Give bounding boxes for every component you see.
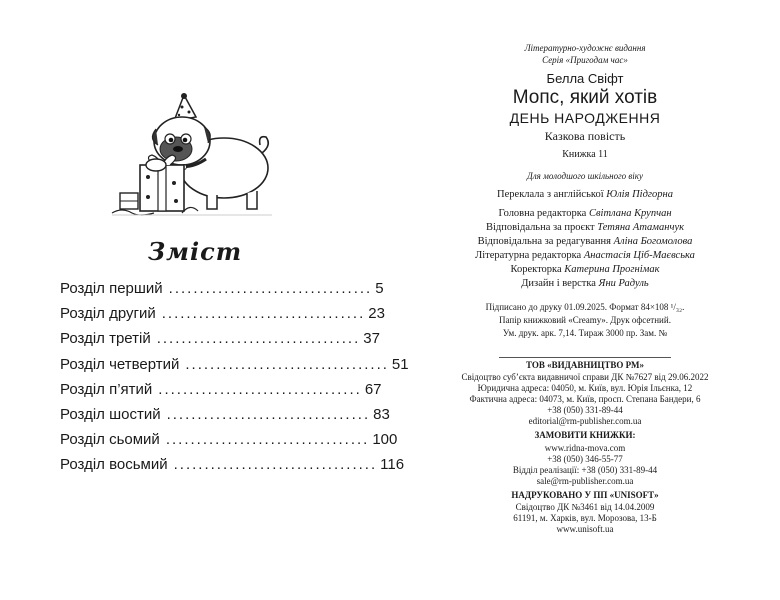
order-line: Відділ реалізації: +38 (050) 331-89-44 bbox=[512, 465, 658, 475]
toc-entry bbox=[60, 280, 384, 305]
toc-entry-label: Розділ сьомий bbox=[60, 431, 160, 449]
printer-heading: НАДРУКОВАНО У ПП «UNISOFT» bbox=[511, 490, 659, 500]
toc-entry bbox=[60, 405, 390, 431]
book-title-line2: ДЕНЬ НАРОДЖЕННЯ bbox=[509, 110, 661, 126]
credit-role: Дизайн і верстка bbox=[521, 278, 596, 289]
printer-line: www.unisoft.ua bbox=[556, 524, 614, 534]
printer-line: 61191, м. Харків, вул. Морозова, 13-Б bbox=[513, 513, 657, 523]
credit-role: Відповідальна за редагування bbox=[477, 236, 611, 247]
publisher-name: ТОВ «ВИДАВНИЦТВО РМ» bbox=[526, 360, 644, 370]
publisher-line: Юридична адреса: 04050, м. Київ, вул. Юрія Ільєнка, 12 bbox=[477, 383, 693, 393]
table-of-contents bbox=[60, 280, 409, 482]
credit-role: Відповідальна за проєкт bbox=[485, 222, 595, 233]
toc-entry-label: Розділ п’ятий bbox=[60, 380, 153, 398]
publisher-line: Свідоцтво суб’єкта видавничої справи ДК №7627 від 29.06.2022 bbox=[461, 372, 709, 382]
order-line: www.ridna-mova.com bbox=[544, 443, 626, 453]
book-title-line1: Мопс, який хотів bbox=[512, 87, 658, 108]
toc-leader: ................................. bbox=[156, 330, 361, 348]
toc-entry-page: 116 bbox=[380, 456, 405, 474]
credit-line bbox=[390, 222, 780, 233]
credit-name: Світлана Крупчан bbox=[588, 208, 672, 219]
toc-leader: ................................. bbox=[166, 405, 371, 423]
audience: Для молодшого шкільного віку bbox=[527, 171, 643, 181]
toc-leader: ................................. bbox=[173, 456, 378, 474]
credit-name: Юлія Підгорна bbox=[606, 189, 673, 200]
toc-entry bbox=[60, 380, 382, 406]
toc-leader: ................................. bbox=[158, 380, 362, 398]
credit-line bbox=[390, 208, 780, 219]
toc-entry bbox=[60, 305, 385, 330]
credit-name: Катерина Прогнімак bbox=[564, 264, 660, 275]
order-line: sale@rm-publisher.com.ua bbox=[536, 476, 634, 486]
genre: Казкова повість bbox=[544, 129, 626, 143]
credit-name: Аліна Богомолова bbox=[613, 236, 693, 247]
toc-leader: ................................. bbox=[168, 280, 373, 297]
credit-role: Переклала з англійської bbox=[497, 189, 604, 200]
credit-role: Головна редакторка bbox=[498, 208, 587, 219]
toc-entry-label: Розділ шостий bbox=[60, 405, 161, 423]
toc-entry-page: 67 bbox=[364, 380, 382, 398]
toc-entry-label: Розділ перший bbox=[60, 280, 163, 297]
publisher-email: editorial@rm-publisher.com.ua bbox=[528, 416, 642, 426]
toc-entry-page: 51 bbox=[391, 355, 409, 373]
toc-entry-page: 37 bbox=[363, 330, 380, 348]
toc-leader: ................................. bbox=[165, 431, 370, 449]
toc-entry bbox=[60, 330, 380, 355]
right-page-imprint bbox=[390, 0, 780, 600]
pug-birthday-illustration bbox=[112, 93, 272, 223]
toc-leader: ................................. bbox=[185, 355, 389, 373]
credit-line bbox=[390, 189, 780, 200]
credit-role: Коректорка bbox=[510, 264, 562, 275]
toc-entry-page: 23 bbox=[368, 305, 385, 323]
toc-entry bbox=[60, 431, 398, 456]
printer-line: Свідоцтво ДК №3461 від 14.04.2009 bbox=[515, 502, 655, 512]
edition-type: Літературно-художнє видання bbox=[524, 43, 646, 53]
toc-leader: ................................. bbox=[161, 305, 366, 323]
publisher-line: +38 (050) 331-89-44 bbox=[547, 405, 623, 415]
toc-entry-page: 5 bbox=[375, 280, 384, 297]
toc-entry-label: Розділ другий bbox=[60, 305, 156, 323]
toc-entry-page: 83 bbox=[373, 405, 390, 423]
publisher-line: Фактична адреса: 04073, м. Київ, просп. Степана Бандери, 6 bbox=[469, 394, 701, 404]
divider bbox=[499, 357, 671, 358]
toc-entry-page: 100 bbox=[372, 431, 398, 449]
credit-name: Тетяна Атаманчук bbox=[597, 222, 685, 233]
toc-entry-label: Розділ третій bbox=[60, 330, 151, 348]
series: Серія «Пригодам час» bbox=[542, 55, 628, 65]
toc-entry bbox=[60, 456, 405, 481]
credit-role: Літературна редакторка bbox=[475, 250, 582, 261]
credit-line bbox=[390, 250, 780, 261]
toc-entry-label: Розділ восьмий bbox=[60, 456, 168, 474]
toc-entry bbox=[60, 355, 409, 381]
credit-name: Яни Радуль bbox=[598, 278, 649, 289]
author: Белла Свіфт bbox=[546, 71, 624, 86]
order-line: +38 (050) 346-55-77 bbox=[547, 454, 623, 464]
toc-entry-label: Розділ четвертий bbox=[60, 355, 180, 373]
order-heading: ЗАМОВИТИ КНИЖКИ: bbox=[534, 430, 636, 440]
credit-line bbox=[390, 236, 780, 247]
print-specs-line: Ум. друк. арк. 7,14. Тираж 3000 пр. Зам. № bbox=[502, 328, 668, 338]
print-specs-line: Підписано до друку 01.09.2025. Формат 84×108 ¹/₃₂. bbox=[485, 302, 685, 312]
book-number: Книжка 11 bbox=[562, 149, 608, 160]
toc-title: Зміст bbox=[147, 237, 243, 266]
print-specs-line: Папір книжковий «Creamy». Друк офсетний. bbox=[499, 315, 671, 325]
credit-name: Анастасія Ціб-Маєвська bbox=[583, 250, 695, 261]
credit-line bbox=[390, 278, 780, 289]
credit-line bbox=[390, 264, 780, 275]
